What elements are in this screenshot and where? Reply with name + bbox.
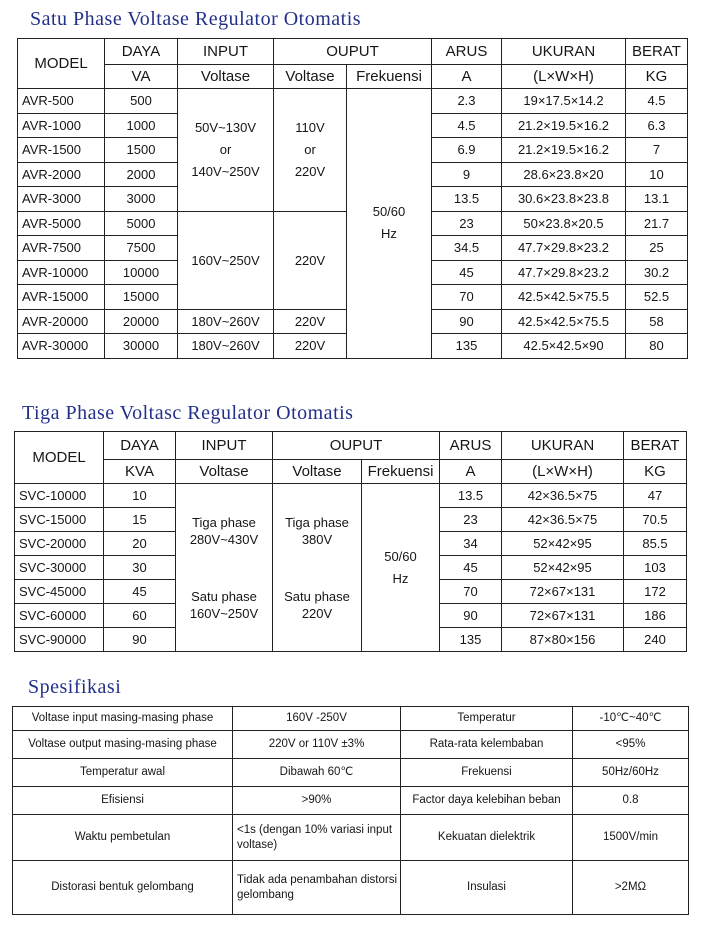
header-ukuran-unit: (L×W×H) xyxy=(502,460,624,484)
header-output: OUPUT xyxy=(274,39,432,65)
spec-value: >90% xyxy=(233,787,401,815)
daya-cell: 1500 xyxy=(105,138,178,163)
ukuran-cell: 42.5×42.5×90 xyxy=(502,334,626,359)
spec-label: Temperatur xyxy=(401,707,573,731)
spec-table xyxy=(12,706,689,915)
model-cell: SVC-10000 xyxy=(15,484,104,508)
frekuensi-line: Hz xyxy=(392,570,409,586)
spacer xyxy=(273,548,361,588)
header-daya-unit: KVA xyxy=(104,460,176,484)
header-berat: BERAT xyxy=(626,39,688,65)
spec-label: Rata-rata kelembaban xyxy=(401,731,573,759)
spec-label: Kekuatan dielektrik xyxy=(401,815,573,861)
berat-cell: 240 xyxy=(624,628,687,652)
table-row xyxy=(18,89,688,114)
spec-value: 0.8 xyxy=(573,787,689,815)
header-ukuran-unit: (L×W×H) xyxy=(502,65,626,89)
header-daya: DAYA xyxy=(105,39,178,65)
ukuran-cell: 21.2×19.5×16.2 xyxy=(502,113,626,138)
model-cell: SVC-45000 xyxy=(15,580,104,604)
table2-title: Tiga Phase Voltasc Regulator Otomatis xyxy=(22,402,354,424)
header-input-voltase: Voltase xyxy=(178,65,274,89)
arus-cell: 70 xyxy=(440,580,502,604)
berat-cell: 103 xyxy=(624,556,687,580)
arus-cell: 23 xyxy=(440,508,502,532)
berat-cell: 172 xyxy=(624,580,687,604)
spec-value: 160V -250V xyxy=(233,707,401,731)
spec-value: 50Hz/60Hz xyxy=(573,759,689,787)
spec-value: Tidak ada penambahan distorsi gelombang xyxy=(233,861,401,915)
berat-cell: 10 xyxy=(626,162,688,187)
spec-value: Dibawah 60℃ xyxy=(233,759,401,787)
berat-cell: 7 xyxy=(626,138,688,163)
frekuensi-line: Hz xyxy=(381,226,397,242)
daya-cell: 30 xyxy=(104,556,176,580)
berat-cell: 80 xyxy=(626,334,688,359)
header-output-frekuensi: Frekuensi xyxy=(347,65,432,89)
berat-cell: 30.2 xyxy=(626,260,688,285)
spec-label: Insulasi xyxy=(401,861,573,915)
daya-cell: 15 xyxy=(104,508,176,532)
arus-cell: 135 xyxy=(432,334,502,359)
ukuran-cell: 42×36.5×75 xyxy=(502,484,624,508)
berat-cell: 85.5 xyxy=(624,532,687,556)
model-cell: AVR-15000 xyxy=(18,285,105,310)
ukuran-cell: 52×42×95 xyxy=(502,532,624,556)
output-voltase-group-a xyxy=(274,89,347,212)
header-arus-unit: A xyxy=(440,460,502,484)
ukuran-cell: 52×42×95 xyxy=(502,556,624,580)
arus-cell: 34 xyxy=(440,532,502,556)
daya-cell: 60 xyxy=(104,604,176,628)
arus-cell: 70 xyxy=(432,285,502,310)
daya-cell: 2000 xyxy=(105,162,178,187)
frekuensi-group xyxy=(362,484,440,652)
spec-value: <95% xyxy=(573,731,689,759)
spec-value: 220V or 110V ±3% xyxy=(233,731,401,759)
header-berat-unit: KG xyxy=(626,65,688,89)
table-row xyxy=(15,484,687,508)
header-input-voltase: Voltase xyxy=(176,460,273,484)
daya-cell: 10000 xyxy=(105,260,178,285)
spec-row xyxy=(13,759,689,787)
spec-label: Voltase input masing-masing phase xyxy=(13,707,233,731)
input-voltase-line: Satu phase xyxy=(191,588,257,604)
spec-value: >2MΩ xyxy=(573,861,689,915)
frekuensi-line: 50/60 xyxy=(384,548,417,564)
header-model: MODEL xyxy=(15,432,104,484)
input-voltase-line: 140V~250V xyxy=(191,163,260,179)
spec-value: -10℃~40℃ xyxy=(573,707,689,731)
header-arus-unit: A xyxy=(432,65,502,89)
model-cell: AVR-7500 xyxy=(18,236,105,261)
berat-cell: 58 xyxy=(626,309,688,334)
input-voltase-cell: 180V~260V xyxy=(178,309,274,334)
spec-label: Temperatur awal xyxy=(13,759,233,787)
header-input: INPUT xyxy=(176,432,273,460)
ukuran-cell: 50×23.8×20.5 xyxy=(502,211,626,236)
output-voltase-line: 220V xyxy=(294,163,326,179)
berat-cell: 70.5 xyxy=(624,508,687,532)
output-voltase-line: 220V xyxy=(301,605,333,621)
arus-cell: 90 xyxy=(432,309,502,334)
daya-cell: 3000 xyxy=(105,187,178,212)
daya-cell: 10 xyxy=(104,484,176,508)
spec-label: Distorasi bentuk gelombang xyxy=(13,861,233,915)
input-voltase-group xyxy=(176,484,273,652)
header-daya: DAYA xyxy=(104,432,176,460)
daya-cell: 5000 xyxy=(105,211,178,236)
three-phase-table xyxy=(14,431,687,652)
ukuran-cell: 47.7×29.8×23.2 xyxy=(502,260,626,285)
frekuensi-line: 50/60 xyxy=(372,204,406,220)
daya-cell: 500 xyxy=(105,89,178,114)
header-ukuran: UKURAN xyxy=(502,432,624,460)
ukuran-cell: 72×67×131 xyxy=(502,580,624,604)
arus-cell: 34.5 xyxy=(432,236,502,261)
table1-title: Satu Phase Voltase Regulator Otomatis xyxy=(30,8,362,30)
ukuran-cell: 87×80×156 xyxy=(502,628,624,652)
header-daya-unit: VA xyxy=(105,65,178,89)
output-voltase-line: Tiga phase xyxy=(285,514,349,530)
ukuran-cell: 19×17.5×14.2 xyxy=(502,89,626,114)
berat-cell: 52.5 xyxy=(626,285,688,310)
output-voltase-group-b: 220V xyxy=(274,211,347,309)
spec-title: Spesifikasi xyxy=(28,676,122,698)
daya-cell: 45 xyxy=(104,580,176,604)
arus-cell: 90 xyxy=(440,604,502,628)
input-voltase-line: Tiga phase xyxy=(192,514,256,530)
ukuran-cell: 72×67×131 xyxy=(502,604,624,628)
header-output: OUPUT xyxy=(273,432,440,460)
arus-cell: 6.9 xyxy=(432,138,502,163)
output-voltase-group xyxy=(273,484,362,652)
spec-value: 1500V/min xyxy=(573,815,689,861)
ukuran-cell: 47.7×29.8×23.2 xyxy=(502,236,626,261)
berat-cell: 47 xyxy=(624,484,687,508)
output-voltase-line: or xyxy=(304,141,316,157)
model-cell: AVR-20000 xyxy=(18,309,105,334)
input-voltase-line: or xyxy=(219,141,232,157)
spec-row xyxy=(13,707,689,731)
daya-cell: 90 xyxy=(104,628,176,652)
header-input: INPUT xyxy=(178,39,274,65)
header-arus: ARUS xyxy=(440,432,502,460)
spec-label: Factor daya kelebihan beban xyxy=(401,787,573,815)
arus-cell: 4.5 xyxy=(432,113,502,138)
arus-cell: 45 xyxy=(440,556,502,580)
spec-label: Waktu pembetulan xyxy=(13,815,233,861)
spec-row xyxy=(13,787,689,815)
input-voltase-group-b: 160V~250V xyxy=(178,211,274,309)
spec-value: <1s (dengan 10% variasi input voltase) xyxy=(233,815,401,861)
berat-cell: 13.1 xyxy=(626,187,688,212)
header-ukuran: UKURAN xyxy=(502,39,626,65)
model-cell: AVR-5000 xyxy=(18,211,105,236)
model-cell: SVC-20000 xyxy=(15,532,104,556)
arus-cell: 23 xyxy=(432,211,502,236)
arus-cell: 135 xyxy=(440,628,502,652)
output-voltase-line: 380V xyxy=(301,531,333,547)
spec-label: Efisiensi xyxy=(13,787,233,815)
daya-cell: 20 xyxy=(104,532,176,556)
berat-cell: 186 xyxy=(624,604,687,628)
spec-row xyxy=(13,731,689,759)
daya-cell: 30000 xyxy=(105,334,178,359)
daya-cell: 7500 xyxy=(105,236,178,261)
header-model: MODEL xyxy=(18,39,105,89)
arus-cell: 2.3 xyxy=(432,89,502,114)
model-cell: AVR-1000 xyxy=(18,113,105,138)
input-voltase-line: 160V~250V xyxy=(189,605,259,621)
model-cell: AVR-30000 xyxy=(18,334,105,359)
spec-row xyxy=(13,861,689,915)
ukuran-cell: 21.2×19.5×16.2 xyxy=(502,138,626,163)
model-cell: SVC-60000 xyxy=(15,604,104,628)
berat-cell: 4.5 xyxy=(626,89,688,114)
header-output-voltase: Voltase xyxy=(273,460,362,484)
model-cell: AVR-10000 xyxy=(18,260,105,285)
spacer xyxy=(176,548,272,588)
ukuran-cell: 28.6×23.8×20 xyxy=(502,162,626,187)
spec-label: Frekuensi xyxy=(401,759,573,787)
ukuran-cell: 42×36.5×75 xyxy=(502,508,624,532)
ukuran-cell: 30.6×23.8×23.8 xyxy=(502,187,626,212)
ukuran-cell: 42.5×42.5×75.5 xyxy=(502,309,626,334)
model-cell: SVC-15000 xyxy=(15,508,104,532)
berat-cell: 6.3 xyxy=(626,113,688,138)
model-cell: AVR-3000 xyxy=(18,187,105,212)
arus-cell: 13.5 xyxy=(432,187,502,212)
header-berat-unit: KG xyxy=(624,460,687,484)
output-voltase-line: 110V xyxy=(295,119,325,135)
input-voltase-line: 280V~430V xyxy=(189,531,259,547)
output-voltase-line: Satu phase xyxy=(284,588,350,604)
arus-cell: 13.5 xyxy=(440,484,502,508)
daya-cell: 15000 xyxy=(105,285,178,310)
daya-cell: 1000 xyxy=(105,113,178,138)
output-voltase-cell: 220V xyxy=(274,309,347,334)
arus-cell: 9 xyxy=(432,162,502,187)
spec-row xyxy=(13,815,689,861)
model-cell: AVR-2000 xyxy=(18,162,105,187)
spec-label: Voltase output masing-masing phase xyxy=(13,731,233,759)
model-cell: SVC-30000 xyxy=(15,556,104,580)
header-output-frekuensi: Frekuensi xyxy=(362,460,440,484)
berat-cell: 25 xyxy=(626,236,688,261)
header-berat: BERAT xyxy=(624,432,687,460)
arus-cell: 45 xyxy=(432,260,502,285)
header-arus: ARUS xyxy=(432,39,502,65)
daya-cell: 20000 xyxy=(105,309,178,334)
header-output-voltase: Voltase xyxy=(274,65,347,89)
berat-cell: 21.7 xyxy=(626,211,688,236)
single-phase-table xyxy=(17,38,688,359)
ukuran-cell: 42.5×42.5×75.5 xyxy=(502,285,626,310)
input-voltase-group-a xyxy=(178,89,274,212)
model-cell: AVR-500 xyxy=(18,89,105,114)
model-cell: AVR-1500 xyxy=(18,138,105,163)
input-voltase-line: 50V~130V xyxy=(194,119,257,135)
output-voltase-cell: 220V xyxy=(274,334,347,359)
input-voltase-cell: 180V~260V xyxy=(178,334,274,359)
model-cell: SVC-90000 xyxy=(15,628,104,652)
frekuensi-group xyxy=(347,89,432,359)
